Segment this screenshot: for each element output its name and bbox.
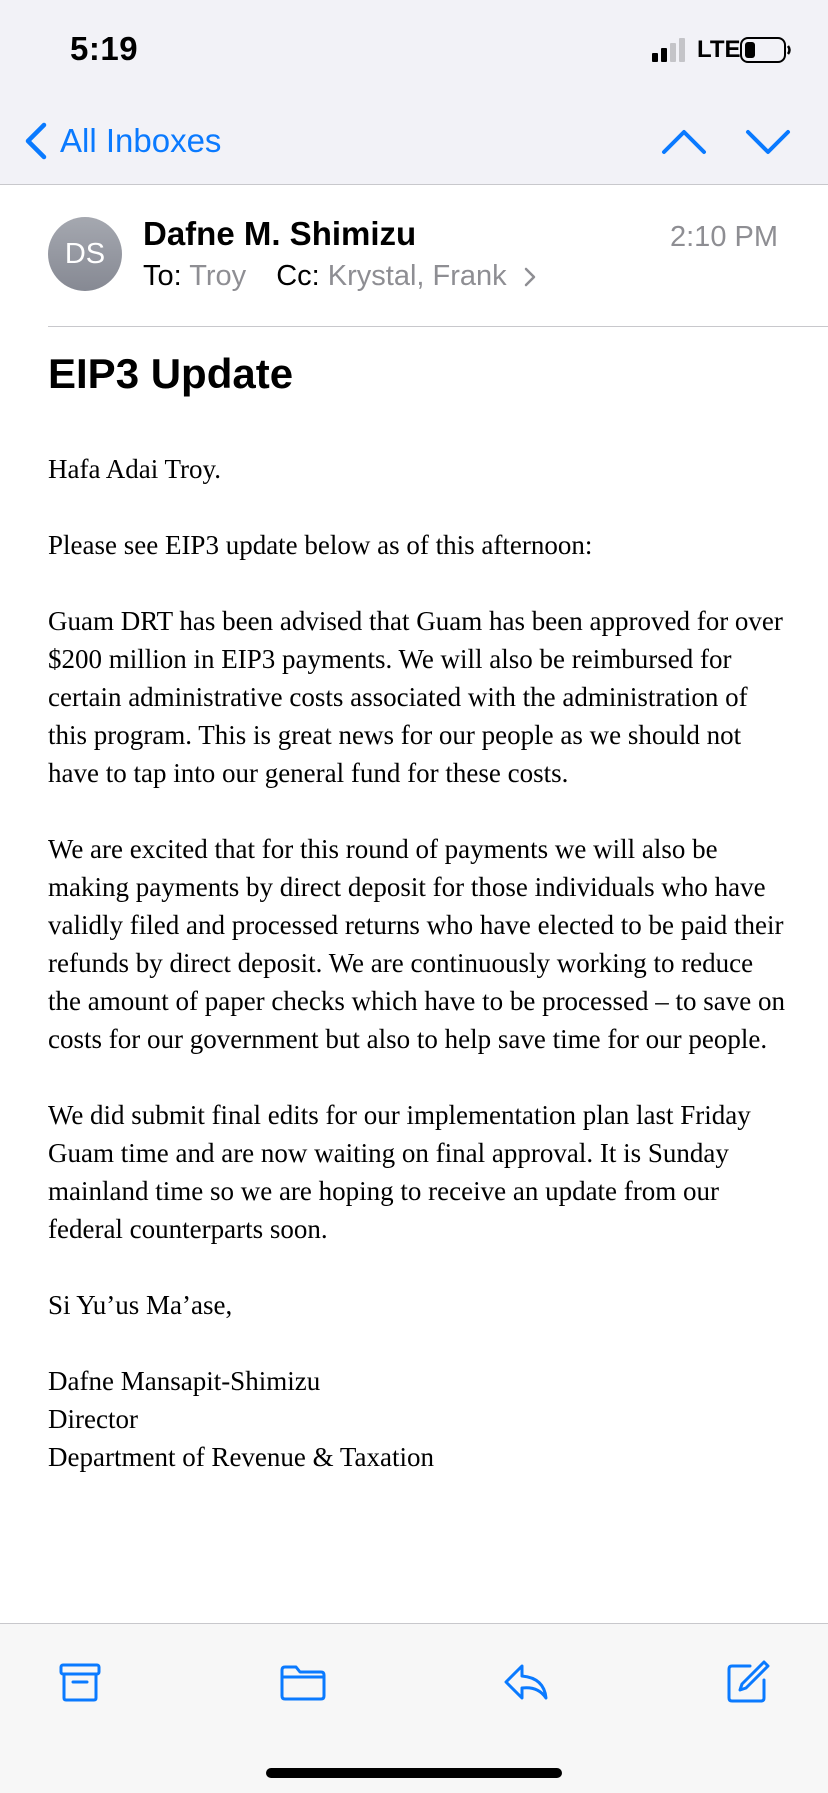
back-button-label: All Inboxes: [60, 122, 222, 159]
cc-recipients[interactable]: Krystal, Frank: [327, 260, 507, 292]
body-paragraph: Si Yu’us Ma’ase,: [48, 1290, 233, 1320]
home-indicator: [266, 1768, 562, 1778]
signature-title: Director: [48, 1404, 138, 1434]
body-paragraph: Please see EIP3 update below as of this afternoon:: [48, 530, 593, 560]
message-subject: EIP3 Update: [48, 350, 294, 397]
body-paragraph: Hafa Adai Troy.: [48, 454, 221, 484]
body-paragraph: Guam DRT has been advised that Guam has been approved for over $200 million in EIP3 payments. We will also be reimbursed for certain administrative costs associated with the administration of this program. This is great news for our people as we should not have to tap into our general fund for these costs.: [48, 606, 783, 788]
archive-icon[interactable]: [56, 1658, 104, 1706]
previous-message-button[interactable]: [660, 122, 708, 162]
network-type-label: LTE: [697, 36, 741, 63]
signature-name: Dafne Mansapit-Shimizu: [48, 1366, 321, 1396]
message-body: [48, 450, 788, 1476]
message-header: [0, 185, 828, 327]
status-bar: [0, 0, 828, 100]
recipients-line[interactable]: [143, 260, 537, 293]
avatar[interactable]: DS: [48, 217, 122, 291]
next-message-button[interactable]: [744, 122, 792, 162]
body-paragraph: We did submit final edits for our implementation plan last Friday Guam time and are now waiting on final approval. It is Sunday mainland time so we are hoping to receive an update from our federal counterparts soon.: [48, 1100, 751, 1244]
navigation-bar: [0, 100, 828, 185]
sent-time: 2:10 PM: [670, 221, 778, 253]
chevron-left-icon: [22, 121, 50, 161]
to-label: To:: [143, 260, 182, 292]
reply-icon[interactable]: [502, 1658, 550, 1706]
compose-icon[interactable]: [724, 1658, 772, 1706]
battery-icon: [740, 37, 792, 63]
folder-icon[interactable]: [279, 1658, 327, 1706]
signature: [48, 1362, 788, 1476]
bottom-toolbar: [0, 1623, 828, 1793]
cc-label: Cc:: [276, 260, 320, 292]
signature-department: Department of Revenue & Taxation: [48, 1442, 434, 1472]
status-time: 5:19: [70, 30, 139, 67]
back-button[interactable]: [22, 118, 221, 164]
header-divider: [48, 326, 828, 327]
signal-strength-icon: [652, 38, 688, 62]
chevron-right-icon[interactable]: [523, 266, 537, 288]
body-paragraph: We are excited that for this round of payments we will also be making payments by direct deposit for those individuals who have validly filed and processed returns who have elected to be paid their refunds by direct deposit. We are continuously working to reduce the amount of paper checks which have to be processed – to save on costs for our government but also to help save time for our people.: [48, 834, 786, 1054]
to-recipient[interactable]: Troy: [189, 260, 247, 292]
sender-name[interactable]: Dafne M. Shimizu: [143, 215, 417, 252]
